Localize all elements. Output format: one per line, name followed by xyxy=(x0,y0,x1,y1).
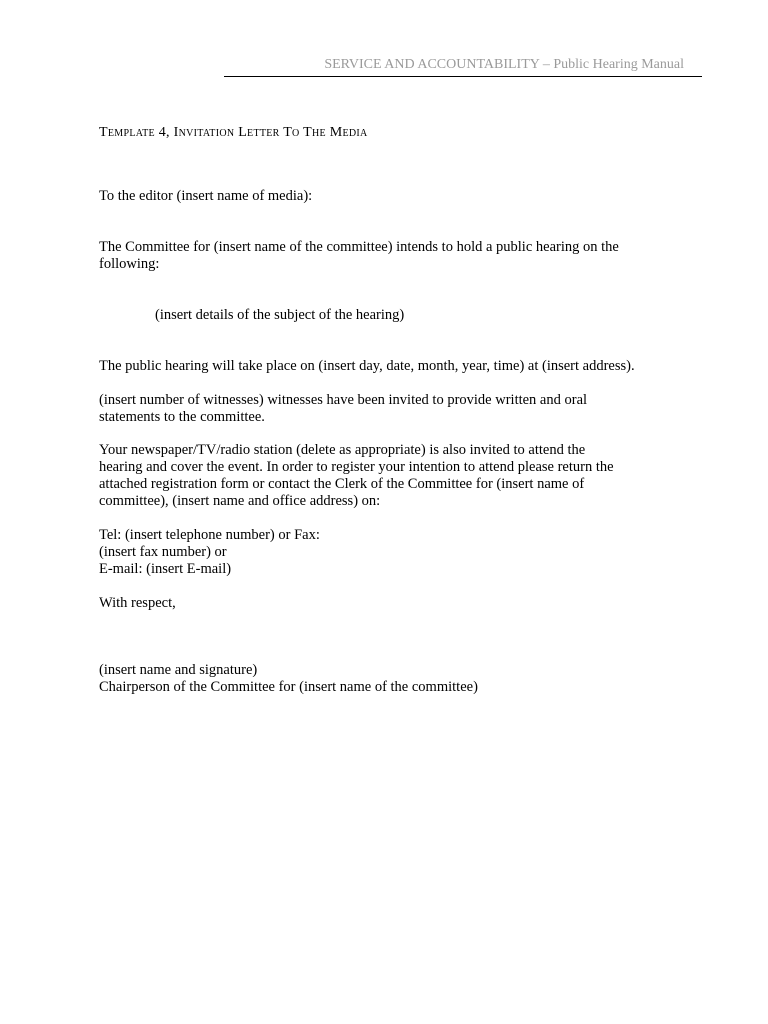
closing xyxy=(99,595,679,612)
salutation xyxy=(99,188,679,205)
template-title: Template 4, Invitation Letter To The Media xyxy=(99,125,368,140)
invitation-line: Your newspaper/TV/radio station (delete as appropriate) is also invited to attend the xyxy=(99,442,586,458)
intro-line: The Committee for (insert name of the committee) intends to hold a public hearing on the xyxy=(99,239,619,255)
witnesses-line: (insert number of witnesses) witnesses have been invited to provide written and oral xyxy=(99,392,588,408)
contact-line-phone: Tel: (insert telephone number) or Fax: xyxy=(99,527,320,543)
intro-line: following: xyxy=(99,256,160,272)
signature-block xyxy=(99,662,679,696)
hearing-subject xyxy=(155,307,735,324)
invitation-line: attached registration form or contact the Clerk of the Committee for (insert name of xyxy=(99,476,585,492)
signature-role: Chairperson of the Committee for (insert name of the committee) xyxy=(99,679,478,695)
contact-line-email: E-mail: (insert E-mail) xyxy=(99,561,232,577)
page-header xyxy=(224,56,702,77)
schedule-text: The public hearing will take place on (insert day, date, month, year, time) at (insert address). xyxy=(99,358,635,374)
invitation-line: committee), (insert name and office address) on: xyxy=(99,493,381,509)
invitation-paragraph xyxy=(99,442,679,510)
signature-name: (insert name and signature) xyxy=(99,662,258,678)
intro-paragraph xyxy=(99,239,679,273)
closing-text: With respect, xyxy=(99,595,176,611)
witnesses-line: statements to the committee. xyxy=(99,409,265,425)
witnesses-paragraph xyxy=(99,392,679,426)
contact-details xyxy=(99,527,679,578)
salutation-text: To the editor (insert name of media): xyxy=(99,188,313,204)
running-header-title: SERVICE AND ACCOUNTABILITY – Public Hearing Manual xyxy=(324,57,684,72)
contact-line-fax: (insert fax number) or xyxy=(99,544,227,560)
invitation-line: hearing and cover the event. In order to register your intention to attend please return the xyxy=(99,459,614,475)
hearing-subject-text: (insert details of the subject of the hearing) xyxy=(155,307,405,323)
schedule-paragraph xyxy=(99,358,679,375)
